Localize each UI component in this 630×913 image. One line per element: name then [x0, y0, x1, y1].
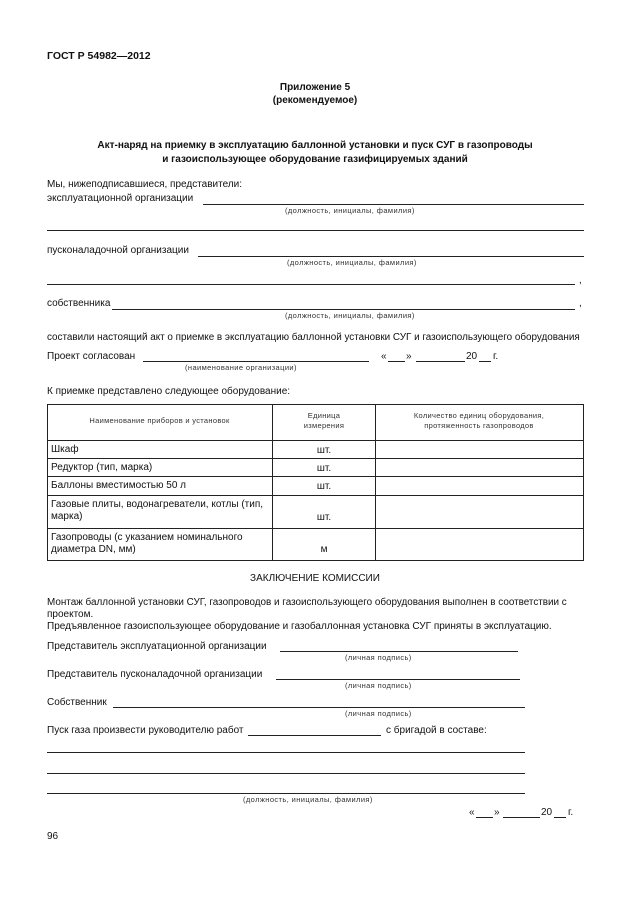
- owner-rep-label: Собственник: [47, 697, 107, 708]
- commissioning-org-label: пусконаладочной организации: [47, 245, 189, 256]
- project-label: Проект согласован: [47, 351, 136, 362]
- conclusion-text-line1: Монтаж баллонной установки СУГ, газопроводов и газоиспользующего оборудования выполнен в соответствии с: [47, 597, 567, 608]
- table-row-name: Редуктор (тип, марка): [51, 462, 153, 473]
- footer-year-suffix: г.: [568, 807, 574, 818]
- header-quantity: Количество единиц оборудования, протяженность газопроводов: [413, 411, 545, 430]
- brigade-caption: (должность, инициалы, фамилия): [243, 795, 373, 804]
- standard-number: ГОСТ Р 54982—2012: [47, 50, 151, 62]
- operating-org-label: эксплуатационной организации: [47, 193, 194, 204]
- appendix-subtitle: (рекомендуемое): [272, 95, 358, 106]
- operating-org-field[interactable]: [203, 204, 584, 205]
- gas-start-manager-field[interactable]: [248, 735, 381, 736]
- owner-signature-field[interactable]: [113, 707, 525, 708]
- header-unit: Единица измерения: [303, 411, 345, 430]
- table-row-quantity-field[interactable]: [376, 529, 583, 560]
- owner-field[interactable]: [112, 309, 575, 310]
- conclusion-text-line2: проектом.: [47, 609, 94, 620]
- footer-year-prefix: 20: [541, 807, 553, 818]
- conclusion-text-p2: Предъявленное газоиспользующее оборудование и газобаллонная установка СУГ приняты в эксплуатацию.: [47, 621, 552, 632]
- operating-rep-signature-field[interactable]: [280, 651, 518, 652]
- table-row-name: Шкаф: [51, 444, 79, 455]
- table-row-unit: шт.: [316, 512, 332, 523]
- gas-start-suffix: с бригадой в составе:: [386, 725, 487, 736]
- project-year-prefix: 20: [466, 351, 478, 362]
- document-title-line1: Акт-наряд на приемку в эксплуатацию баллонной установки и пуск СУГ в газопроводы: [97, 140, 533, 151]
- table-row-quantity-field[interactable]: [376, 441, 583, 458]
- table-row-quantity-field[interactable]: [376, 477, 583, 495]
- comma: ,: [579, 275, 582, 286]
- table-row-unit: шт.: [316, 463, 332, 474]
- operating-org-caption: (должность, инициалы, фамилия): [285, 206, 415, 215]
- quote-close: »: [494, 807, 500, 818]
- owner-label: собственника: [47, 298, 111, 309]
- owner-caption: (должность, инициалы, фамилия): [285, 311, 415, 320]
- comma: ,: [579, 298, 582, 309]
- table-row-name: Газопроводы (с указанием номинального: [51, 532, 243, 543]
- project-org-field[interactable]: [143, 361, 369, 362]
- project-day-field[interactable]: [388, 361, 405, 362]
- table-row-name: марка): [51, 511, 83, 522]
- footer-day-field[interactable]: [476, 817, 493, 818]
- project-year-suffix: г.: [493, 351, 499, 362]
- project-year-field[interactable]: [479, 361, 491, 362]
- project-caption: (наименование организации): [185, 363, 297, 372]
- gas-start-label: Пуск газа произвести руководителю работ: [47, 725, 244, 736]
- commissioning-rep-caption: (личная подпись): [345, 681, 412, 690]
- operating-rep-caption: (личная подпись): [345, 653, 412, 662]
- page-number: 96: [47, 831, 59, 842]
- header-name: Наименование приборов и установок: [89, 416, 230, 425]
- table-row-quantity-field[interactable]: [376, 496, 583, 528]
- document-title-line2: и газоиспользующее оборудование газифицируемых зданий: [162, 154, 468, 165]
- commissioning-org-caption: (должность, инициалы, фамилия): [287, 258, 417, 267]
- equipment-table: [47, 404, 584, 561]
- brigade-field-3[interactable]: [47, 793, 525, 794]
- appendix-title: Приложение 5: [279, 82, 351, 93]
- project-month-field[interactable]: [416, 361, 465, 362]
- table-row-name: Газовые плиты, водонагреватели, котлы (тип,: [51, 499, 264, 510]
- table-row-unit: шт.: [316, 445, 332, 456]
- operating-rep-label: Представитель эксплуатационной организации: [47, 641, 267, 652]
- commissioning-org-field[interactable]: [198, 256, 584, 257]
- table-row-name: диаметра DN, мм): [51, 544, 136, 555]
- intro-text: Мы, нижеподписавшиеся, представители:: [47, 179, 243, 190]
- brigade-field-1[interactable]: [47, 752, 525, 753]
- footer-month-field[interactable]: [503, 817, 540, 818]
- commissioning-org-field-2[interactable]: [47, 284, 575, 285]
- footer-year-field[interactable]: [554, 817, 566, 818]
- operating-org-field-2[interactable]: [47, 230, 584, 231]
- table-row-unit: м: [320, 544, 328, 555]
- table-row-quantity-field[interactable]: [376, 459, 583, 476]
- conclusion-title: ЗАКЛЮЧЕНИЕ КОМИССИИ: [250, 573, 380, 584]
- quote-open: «: [381, 351, 387, 362]
- quote-open: «: [469, 807, 475, 818]
- equipment-intro: К приемке представлено следующее оборудование:: [47, 386, 291, 397]
- statement-text: составили настоящий акт о приемке в эксплуатацию баллонной установки СУГ и газоиспользующего оборудования: [47, 332, 580, 343]
- owner-rep-caption: (личная подпись): [345, 709, 412, 718]
- commissioning-rep-label: Представитель пусконаладочной организации: [47, 669, 263, 680]
- table-row-name: Баллоны вместимостью 50 л: [51, 480, 186, 491]
- brigade-field-2[interactable]: [47, 773, 525, 774]
- table-row-unit: шт.: [316, 481, 332, 492]
- commissioning-rep-signature-field[interactable]: [276, 679, 520, 680]
- quote-close: »: [406, 351, 412, 362]
